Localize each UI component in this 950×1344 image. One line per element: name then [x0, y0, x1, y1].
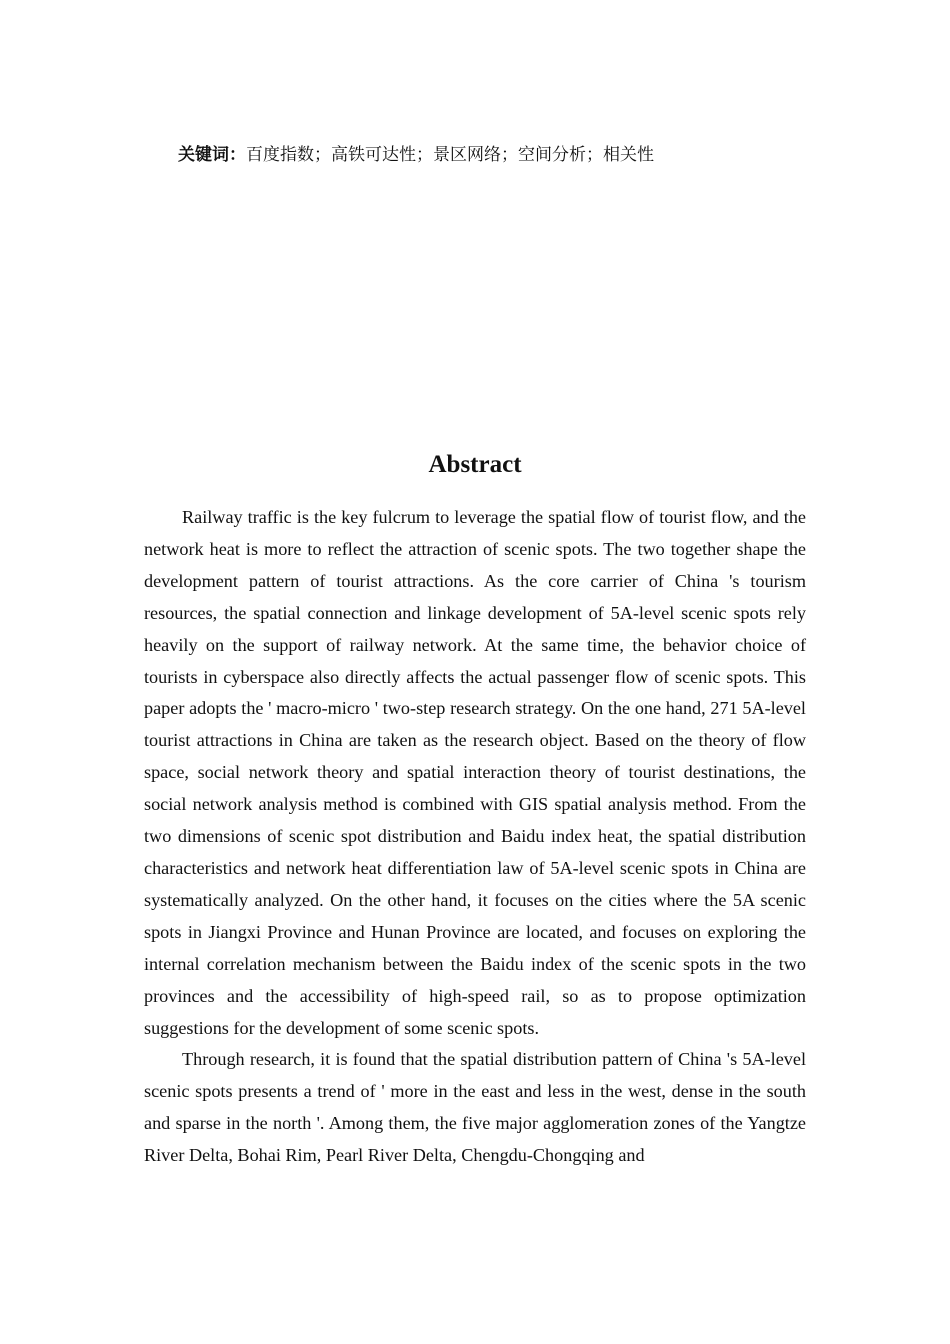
abstract-paragraph-2: Through research, it is found that the spatial distribution pattern of China 's 5A-level scenic spots presents a trend of ' more in the east and less in the west, dense in the south and sparse in the north '. Among them, the five major agglomeration zones of the Yangtze River Delta, Bohai Rim, Pearl River Delta, Chengdu-Chongqing and — [144, 1049, 806, 1166]
abstract-paragraph-1: Railway traffic is the key fulcrum to leverage the spatial flow of tourist flow, and the network heat is more to reflect the attraction of scenic spots. The two together shape the development pattern of tourist attractions. As the core carrier of China 's tourism resources, the spatial connection and linkage development of 5A-level scenic spots rely heavily on the support of railway network. At the same time, the behavior choice of tourists in cyberspace also directly affects the actual passenger flow of scenic spots. This paper adopts the ' macro-micro ' two-step research strategy. On the one hand, 271 5A-level tourist attractions in China are taken as the research object. Based on the theory of flow space, social network theory and spatial interaction theory of tourist destinations, the social network analysis method is combined with GIS spatial analysis method. From the two dimensions of scenic spot distribution and Baidu index heat, the spatial distribution characteristics and network heat differentiation law of 5A-level scenic spots in China are systematically analyzed. On the other hand, it focuses on the cities where the 5A scenic spots in Jiangxi Province and Hunan Province are located, and focuses on exploring the internal correlation mechanism between the Baidu index of the scenic spots in the two provinces and the accessibility of high-speed rail, so as to propose optimization suggestions for the development of some scenic spots. — [144, 507, 806, 1038]
keywords-label: 关键词： — [178, 145, 246, 165]
keywords-text: 百度指数；高铁可达性；景区网络；空间分析；相关性 — [246, 145, 654, 165]
keywords-line — [178, 141, 654, 168]
abstract-title: Abstract — [428, 451, 522, 478]
abstract-body — [144, 502, 806, 1172]
